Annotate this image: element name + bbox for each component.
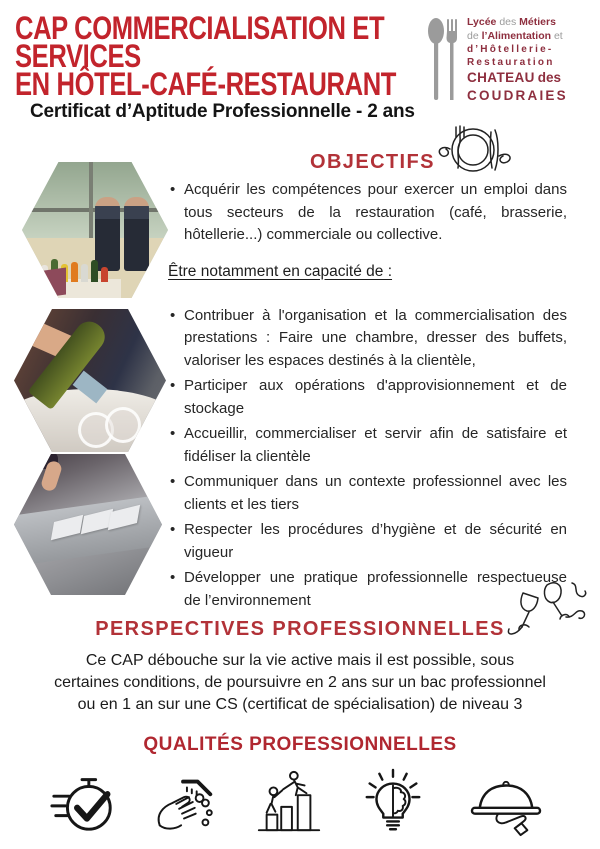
page-title [15, 10, 399, 103]
perspectives-heading: PERSPECTIVES PROFESSIONNELLES [95, 618, 505, 640]
logo-word: l’Alimentation [481, 29, 552, 42]
creative-mind-icon [358, 767, 428, 837]
logo-word: Restauration [467, 57, 555, 69]
diploma-subtitle: Certificat d’Aptitude Professionnelle - 2 ans [30, 101, 415, 122]
receipts-counter-photo [14, 454, 162, 595]
capacity-item: • Participer aux opérations d'approvisionnement et de stockage [184, 375, 567, 420]
logo-word: des [499, 16, 517, 28]
waiters-service-photo [22, 162, 168, 298]
capacity-item: • Développer une pratique professionnelle respectueuse de l’environnement [184, 567, 567, 612]
page-title-line-2: SERVICES [15, 38, 141, 75]
capacity-list [168, 305, 567, 613]
cutlery-icon [426, 16, 460, 109]
wine-glasses-line-art-icon [496, 576, 588, 655]
capacity-item: • Accueillir, commercialiser et servir afin de satisfaire et fidéliser la clientèle [184, 423, 567, 468]
timer-check-icon [48, 767, 118, 837]
logo-word: COUDRAIES [467, 87, 568, 103]
page-title-line-1: CAP COMMERCIALISATION ET [15, 10, 385, 46]
plate-cutlery-line-art-icon [417, 123, 523, 182]
capacity-item: • Contribuer à l'organisation et la commercialisation des prestations : Faire une chambre, dresser des buffets, valoriser les espaces destinés à la clientèle, [184, 305, 567, 373]
serving-cloche-icon [460, 767, 552, 837]
teamwork-growth-icon [252, 767, 326, 837]
school-logo [426, 16, 568, 109]
logo-word: Lycée [467, 16, 497, 28]
logo-word: de [467, 29, 479, 42]
objectifs-intro-bullet: • Acquérir les compétences pour exercer un emploi dans tous secteurs de la restauration (café, brasserie, hôtellerie...) commerciale ou collective. [184, 179, 567, 247]
perspectives-body: Ce CAP débouche sur la vie active mais il est possible, sous certaines conditions, de poursuivre en 2 ans sur un bac professionnel ou en 1 an sur une CS (certificat de spécialisation) de niveau 3 [54, 652, 546, 714]
capacity-intro: Être notamment en capacité de : [168, 262, 393, 280]
objectifs-heading: OBJECTIFS [310, 151, 435, 173]
capacity-item: • Communiquer dans un contexte professionnel avec les clients et les tiers [184, 471, 567, 516]
logo-word: Métiers [519, 16, 556, 28]
logo-word: des [537, 70, 561, 86]
school-logo-text [467, 16, 568, 104]
logo-word: et [553, 29, 563, 42]
objectifs-content [168, 179, 567, 615]
hand-washing-icon [150, 767, 220, 837]
page-title-line-3: EN HÔTEL-CAFÉ-RESTAURANT [15, 66, 397, 103]
logo-word: d’Hôtellerie- [467, 44, 554, 56]
objectifs-intro-list [168, 179, 567, 247]
qualites-icons-row [0, 764, 600, 840]
capacity-item: • Respecter les procédures d’hygiène et de sécurité en vigueur [184, 519, 567, 564]
wine-pouring-photo [14, 309, 166, 452]
logo-word: CHATEAU [467, 70, 535, 86]
qualites-heading: QUALITÉS PROFESSIONNELLES [143, 734, 457, 755]
